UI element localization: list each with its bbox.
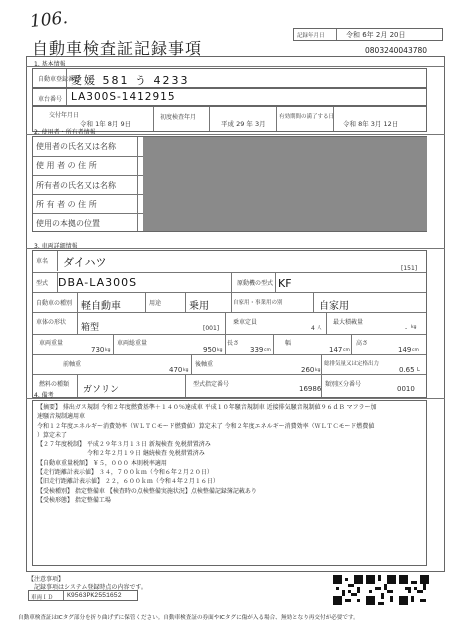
- note-line: 令和２年２月１９日 継続検査 免税措置済み: [37, 450, 205, 458]
- make-value: ダイハツ: [63, 256, 107, 269]
- rear-axle-label: 後軸重: [195, 361, 214, 368]
- note-line: 【自動車重量税額】 ￥５，０００ 本則税率適用: [37, 459, 167, 467]
- issue-value: 令和 1年 8月 9日: [80, 120, 132, 128]
- model-label: 型式: [36, 280, 49, 287]
- bottom-note: 自動車検査証はICタグ部分を折り曲げずに保管ください。自動車検査証の券面やICタグに傷が入る場合、無効となり再交付が必要です。: [18, 615, 359, 621]
- qr-code-middle: [366, 575, 396, 605]
- height-unit: cm: [412, 348, 419, 353]
- class-num-label: 類別区分番号: [325, 381, 362, 388]
- first-reg-value: 平成 29 年 3月: [221, 120, 266, 128]
- owner-row-2: 使 用 者 の 住 所: [36, 161, 97, 170]
- owner-row-5: 使用の本拠の位置: [36, 219, 100, 228]
- weight-unit: kg: [105, 348, 111, 353]
- owner-row-3: 所有者の氏名又は名称: [36, 181, 116, 190]
- max-load-label: 最大積載量: [333, 319, 364, 326]
- plate-row: [32, 68, 427, 88]
- kind-value: 軽自動車: [81, 301, 121, 312]
- rear-axle-value: 260: [301, 366, 315, 374]
- front-axle-value: 470: [169, 366, 183, 374]
- width-label: 幅: [285, 340, 292, 347]
- handwritten-number: 106.: [29, 8, 69, 32]
- car-id-label: 車両ＩＤ: [31, 595, 54, 601]
- max-load-value: -: [405, 325, 408, 332]
- document-number: 0803240043780: [365, 46, 428, 55]
- biz-label: 自家用・事業用の別: [233, 300, 283, 306]
- chassis-label: 車台番号: [38, 96, 63, 103]
- note-line: 速騒音規制適用車: [37, 413, 86, 421]
- weight-value: 730: [91, 346, 105, 354]
- gross-value: 950: [203, 346, 217, 354]
- displacement-value: 0.65: [399, 366, 415, 374]
- section3-header: 3. 車両詳細情報: [34, 243, 78, 250]
- capacity-unit: 人: [317, 326, 322, 331]
- note-line: ）算定未了: [37, 431, 68, 439]
- use-label: 用途: [149, 300, 162, 307]
- kind-label: 自動車の種別: [36, 300, 73, 307]
- class-num-value: 0010: [397, 385, 415, 393]
- first-reg-label: 初度検査年月: [160, 114, 197, 121]
- note-line: 【受検形態】 指定整備工場: [37, 496, 111, 504]
- note-line: 令和１２年度エネルギー消費効率（ＷＬＴＣモード燃費値）算定未了 令和２年度エネルギー消費効率（ＷＬＴＣモード燃費値: [37, 422, 375, 430]
- front-axle-label: 前軸重: [63, 361, 82, 368]
- car-id-value: K9563PK2551652: [67, 592, 122, 599]
- issue-label: 交付年月日: [49, 112, 80, 119]
- type-num-value: 16986: [299, 385, 322, 393]
- note-line: 【走行距離計表示値】 ３４，７００ｋｍ（令和６年２月２０日）: [37, 469, 213, 477]
- front-axle-unit: kg: [183, 368, 189, 373]
- car-id-box: [28, 590, 138, 601]
- max-load-unit: kg: [411, 325, 417, 330]
- model-value: DBA-LA300S: [58, 276, 138, 289]
- displacement-label: 総排気量又は定格出力: [324, 361, 380, 367]
- chassis-value: LA300S-1412915: [71, 91, 176, 103]
- redaction-block: [143, 137, 427, 231]
- body-code: [001]: [203, 325, 220, 332]
- plate-label: 自動車登録番号: [38, 76, 81, 83]
- fuel-value: ガソリン: [83, 385, 120, 395]
- width-unit: cm: [343, 348, 350, 353]
- capacity-label: 乗車定員: [233, 319, 258, 326]
- engine-value: KF: [278, 277, 292, 290]
- notes-box: [32, 400, 427, 566]
- body-label: 車体の形状: [36, 319, 67, 326]
- height-label: 高さ: [356, 340, 369, 347]
- length-value: 339: [250, 346, 264, 354]
- chassis-row: [32, 88, 427, 106]
- make-code: [151]: [401, 265, 418, 272]
- displacement-unit: L: [417, 367, 420, 373]
- height-value: 149: [398, 346, 412, 354]
- section1-header: 1. 基本情報: [34, 61, 66, 68]
- note-line: 【摘要】 排出ガス規制 令和２年度燃費基準＋１４０％達成車 平成１０年騒音規制車 近接排気騒音規制値９６ｄＢ マフラー加: [37, 404, 377, 411]
- type-num-label: 型式指定番号: [193, 381, 230, 388]
- fuel-label: 燃料の種類: [39, 381, 70, 388]
- note-line: 【２７年度税制】 平成２９年３月１３日 新規検査 免税措置済み: [37, 441, 211, 449]
- notice-line: 記録事項はシステム登録時点の内容です。: [34, 584, 147, 591]
- rear-axle-unit: kg: [315, 368, 321, 373]
- note-line: 【旧走行距離計表示値】 ２２，６００ｋｍ（令和４年２月１６日）: [37, 478, 219, 486]
- length-label: 長さ: [227, 340, 240, 347]
- engine-label: 原動機の型式: [237, 280, 274, 287]
- biz-value: 自家用: [319, 301, 349, 312]
- notice-header: 【注意事項】: [28, 576, 65, 583]
- make-label: 車名: [36, 258, 49, 265]
- vehicle-table: [32, 250, 427, 398]
- body-value: 箱型: [81, 323, 100, 333]
- note-line: 【受検種別】 指定整備車 【検査時の点検整備実施状況】点検整備記録簿記載あり: [37, 487, 257, 495]
- record-date-value: 令和 6年 2月 20日: [346, 31, 406, 39]
- weight-label: 車両重量: [39, 340, 64, 347]
- record-date-label: 記録年月日: [297, 33, 325, 39]
- capacity-value: 4: [311, 325, 315, 332]
- width-value: 147: [329, 346, 343, 354]
- owner-row-1: 使用者の氏名又は名称: [36, 142, 116, 151]
- record-date-box: [293, 28, 443, 41]
- section2-header: 2. 使用者・所有者情報: [34, 129, 96, 136]
- expiry-label: 有効期間の満了する日: [279, 114, 335, 120]
- gross-unit: kg: [217, 348, 223, 353]
- section4-header: 4. 備考: [34, 392, 54, 399]
- length-unit: cm: [264, 348, 271, 353]
- plate-value: 愛媛 581 う 4233: [71, 74, 190, 87]
- page-title: 自動車検査証記録事項: [32, 39, 203, 58]
- gross-label: 車両総重量: [117, 340, 148, 347]
- use-value: 乗用: [189, 301, 209, 312]
- owner-row-4: 所 有 者 の 住 所: [36, 200, 97, 209]
- qr-code-right: [399, 575, 429, 605]
- expiry-value: 令和 8年 3月 12日: [343, 120, 399, 128]
- qr-code-left: [333, 575, 363, 605]
